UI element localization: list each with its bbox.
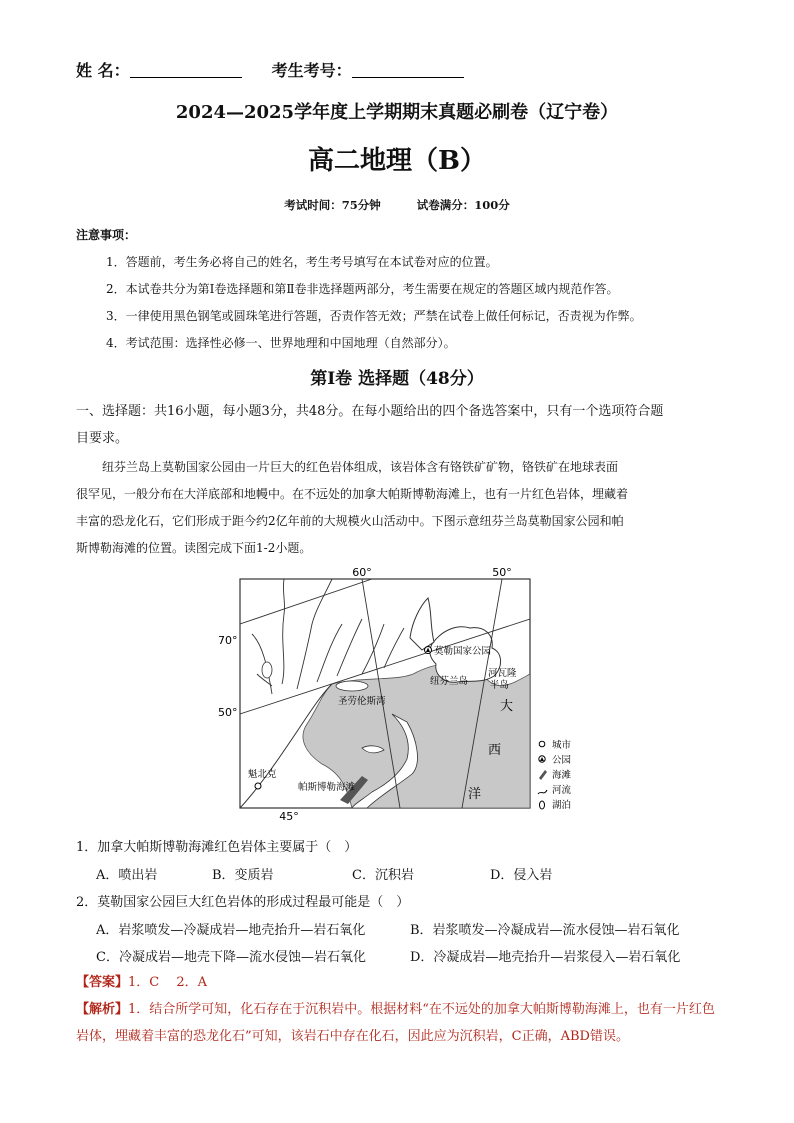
beach-label: 帕斯博勒海滩 bbox=[298, 782, 356, 793]
answer-text: 1．C 2．A bbox=[128, 975, 208, 990]
lon-label: 60° bbox=[352, 566, 372, 579]
question-1-option: A．喷出岩 bbox=[96, 868, 158, 883]
island-label: 纽芬兰岛 bbox=[430, 676, 469, 687]
section-intro bbox=[76, 398, 721, 452]
question-2-option: D．冷凝成岩—地壳抬升—岩浆侵入—岩石氧化 bbox=[410, 950, 681, 965]
map-legend bbox=[538, 739, 572, 811]
question-2-option: C．冷凝成岩—地壳下降—流水侵蚀—岩石氧化 bbox=[96, 950, 366, 965]
question-1-option: B．变质岩 bbox=[212, 868, 274, 883]
park-label: 莫勒国家公园 bbox=[434, 646, 492, 657]
question-2-option: B．岩浆喷发—冷凝成岩—流水侵蚀—岩石氧化 bbox=[410, 923, 680, 938]
city-icon bbox=[539, 741, 545, 747]
notice-item: 1．答题前，考生务必将自己的姓名，考生考号填写在本试卷对应的位置。 bbox=[106, 255, 498, 269]
peninsula-label: 半岛 bbox=[490, 680, 510, 691]
exam-score: 试卷满分：100分 bbox=[416, 198, 510, 212]
location-map bbox=[212, 564, 582, 826]
exam-info bbox=[0, 197, 794, 213]
answer-line bbox=[76, 971, 207, 990]
river-icon bbox=[538, 790, 547, 794]
lake-icon bbox=[540, 801, 545, 809]
exam-no-label: 考生考号： bbox=[271, 61, 352, 80]
section-heading: 第Ⅰ卷 选择题（48分） bbox=[310, 369, 484, 389]
explanation-text: 1．结合所学可知，化石存在于沉积岩中。根据材料“在不远处的加拿大帕斯博勒海滩上，也有一片红色岩体，埋藏着丰富的恐龙化石”可知，该岩石中存在化石，因此应为沉积岩，C正确，ABD错误。 bbox=[76, 1002, 715, 1044]
legend-label: 河流 bbox=[552, 785, 572, 796]
question-2-option: A．岩浆喷发—冷凝成岩—地壳抬升—岩石氧化 bbox=[96, 923, 366, 938]
intro-line: 目要求。 bbox=[76, 431, 129, 446]
name-blank bbox=[130, 63, 242, 78]
lon-label: 50° bbox=[492, 566, 512, 579]
passage-line: 斯博勒海滩的位置。读图完成下面1-2小题。 bbox=[76, 541, 312, 555]
exam-title: 2024—2025学年度上学期期末真题必刷卷（辽宁卷） bbox=[175, 102, 619, 123]
legend-label: 海滩 bbox=[552, 770, 572, 781]
notice-item: 3．一律使用黑色钢笔或圆珠笔进行答题，否责作答无效；严禁在试卷上做任何标记，否责视为作弊。 bbox=[106, 309, 642, 323]
name-label: 姓 名： bbox=[76, 61, 130, 80]
passage-line: 很罕见，一般分布在大洋底部和地幔中。在不远处的加拿大帕斯博勒海滩上，也有一片红色岩体，埋藏着 bbox=[76, 487, 629, 501]
gulf-label: 圣劳伦斯湾 bbox=[338, 696, 386, 707]
hevalon-label: 河瓦隆 bbox=[488, 668, 517, 679]
anticosti-island bbox=[336, 681, 368, 691]
question-1-stem: 1．加拿大帕斯博勒海滩红色岩体主要属于（ ） bbox=[76, 840, 358, 855]
legend-label: 公园 bbox=[552, 755, 572, 766]
subject-title: 高二地理（B） bbox=[308, 146, 486, 176]
ocean-char: 洋 bbox=[468, 787, 482, 802]
intro-line: 一、选择题：共16小题，每小题3分，共48分。在每小题给出的四个备选答案中，只有一个选项符合题 bbox=[76, 404, 664, 419]
ocean-char: 大 bbox=[500, 699, 514, 714]
passage-line: 丰富的恐龙化石，它们形成于距今约2亿年前的大规模火山活动中。下图示意纽芬兰岛莫勒国家公园和帕 bbox=[76, 514, 624, 528]
explanation-label: 【解析】 bbox=[76, 1002, 129, 1017]
notice-heading: 注意事项： bbox=[76, 228, 137, 242]
name-line bbox=[76, 58, 494, 81]
question-2-stem: 2．莫勒国家公园巨大红色岩体的形成过程最可能是（ ） bbox=[76, 895, 410, 910]
lat-label: 70° bbox=[218, 634, 238, 647]
exam-time: 考试时间：75分钟 bbox=[284, 198, 381, 212]
question-1-option: D．侵入岩 bbox=[490, 868, 553, 883]
passage bbox=[76, 454, 721, 562]
small-lake bbox=[262, 662, 272, 678]
notice-item: 2．本试卷共分为第Ⅰ卷选择题和第Ⅱ卷非选择题两部分，考生需要在规定的答题区域内规范作答。 bbox=[106, 282, 619, 296]
exam-no-blank bbox=[352, 63, 464, 78]
legend-label: 湖泊 bbox=[552, 800, 572, 811]
lon-label: 45° bbox=[279, 810, 299, 823]
beach-icon bbox=[539, 770, 547, 780]
quebec-city-marker bbox=[255, 783, 261, 789]
explanation bbox=[76, 996, 721, 1050]
answer-label: 【答案】 bbox=[76, 975, 129, 990]
ocean-char: 西 bbox=[488, 743, 502, 758]
quebec-label: 魁北克 bbox=[248, 769, 277, 780]
passage-line bbox=[76, 454, 721, 481]
question-1-option: C．沉积岩 bbox=[352, 868, 414, 883]
passage-text: 纽芬兰岛上莫勒国家公园由一片巨大的红色岩体组成，该岩体含有铬铁矿矿物，铬铁矿在地球表面 bbox=[102, 460, 619, 474]
notice-item: 4．考试范围：选择性必修一、世界地理和中国地理（自然部分）。 bbox=[106, 336, 456, 350]
lat-label: 50° bbox=[218, 706, 238, 719]
legend-label: 城市 bbox=[552, 740, 572, 751]
